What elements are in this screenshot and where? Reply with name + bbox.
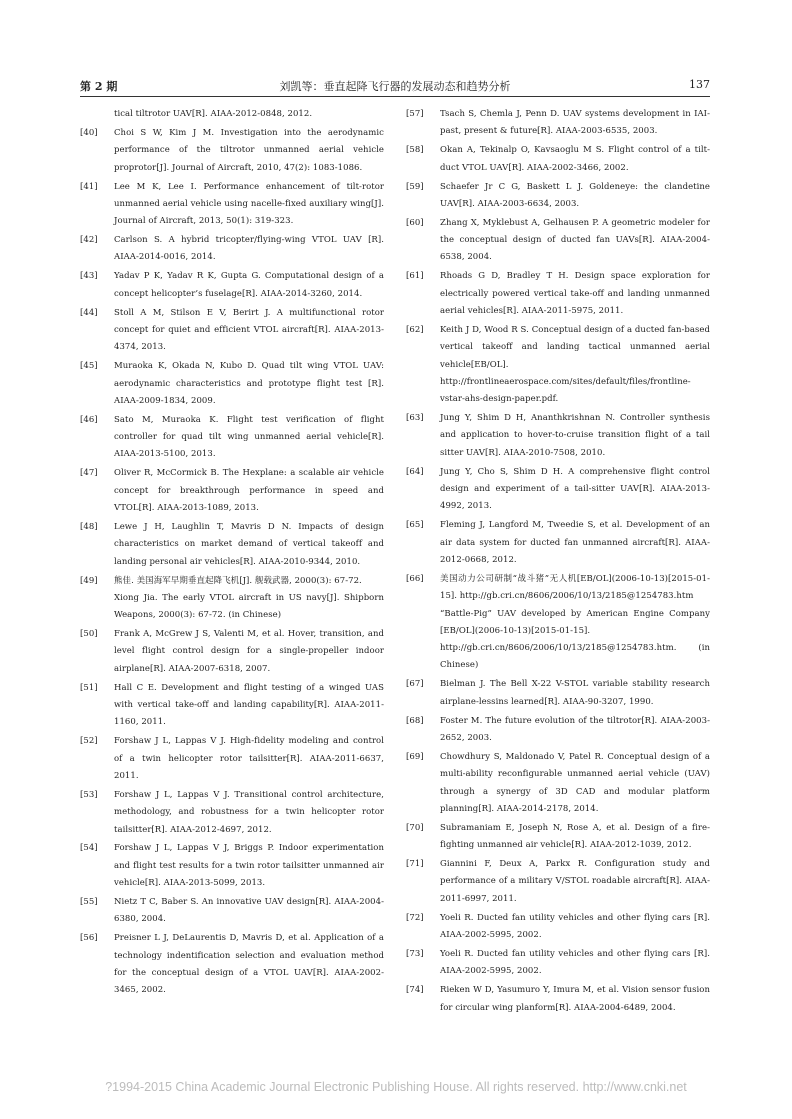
reference-number: [57] [406, 109, 424, 119]
reference-text: Subramaniam E, Joseph N, Rose A, et al. Design of a fire-fighting unmanned air vehicle[R]. AIAA-2012-1039, 2012. [440, 822, 710, 851]
reference-text: Fleming J, Langford M, Tweedie S, et al. Development of an air data system for ducted fan unmanned aircraft[R]. AIAA-2012-0668, 2012. [440, 520, 710, 565]
reference-item [80, 179, 384, 231]
reference-text: Yadav P K, Yadav R K, Gupta G. Computational design of a concept helicopter’s fuselage[R]. AIAA-2014-3260, 2014. [114, 271, 384, 299]
reference-item [406, 517, 710, 569]
reference-number: [64] [406, 466, 424, 477]
reference-item [80, 305, 384, 357]
reference-text: Schaefer Jr C G, Baskett L J. Goldeneye: the clandetine UAV[R]. AIAA-2003-6634, 2003. [440, 181, 710, 209]
reference-number: [53] [80, 789, 98, 800]
reference-text: Foster M. The future evolution of the tiltrotor[R]. AIAA-2003-2652, 2003. [440, 715, 710, 743]
reference-number: [41] [80, 181, 98, 192]
reference-item [406, 142, 710, 177]
reference-item [80, 519, 384, 571]
reference-item [80, 590, 384, 625]
reference-item [406, 749, 710, 818]
reference-text: Rieken W D, Yasumuro Y, Imura M, et al. Vision sensor fusion for circular wing planform[R]. AIAA-2004-6489, 2004. [440, 985, 710, 1013]
reference-item [406, 946, 710, 981]
reference-number: [69] [406, 751, 424, 762]
reference-item [406, 179, 710, 214]
reference-item [80, 680, 384, 732]
reference-item [406, 322, 710, 408]
issue-label: 第 2 期 [80, 80, 118, 93]
reference-text: Rhoads G D, Bradley T H. Design space exploration for electrically powered vertical take-off and landing unmanned aerial vehicles[R]. AIAA-2011-5975, 2011. [440, 271, 710, 317]
reference-number: [63] [406, 413, 424, 424]
reference-number: [71] [406, 859, 424, 870]
reference-item [406, 464, 710, 516]
reference-number: [46] [80, 414, 98, 425]
reference-item [406, 982, 710, 1017]
reference-number: [59] [406, 181, 424, 192]
reference-number: [50] [80, 629, 98, 640]
reference-number: [60] [406, 217, 424, 228]
reference-text: Tsach S, Chemla J, Penn D. UAV systems development in IAI-past, present & future[R]. AIAA-2003-6535, 2003. [440, 109, 710, 137]
reference-item [80, 106, 384, 123]
reference-number: [73] [406, 948, 424, 959]
reference-number: [42] [80, 235, 98, 246]
reference-number: [52] [80, 736, 98, 747]
reference-number: [67] [406, 679, 424, 690]
reference-text: Carlson S. A hybrid tricopter/flying-wing VTOL UAV [R]. AIAA-2014-0016, 2014. [114, 235, 384, 263]
reference-item [406, 856, 710, 908]
reference-number: [45] [80, 361, 98, 372]
page-number: 137 [689, 78, 710, 91]
reference-number: [74] [406, 985, 424, 996]
reference-text: “Battle-Pig” UAV developed by American Engine Company [EB/OL](2006-10-13)[2015-01-15]. http://gb.cri.cn/8606/2006/10/13/2185@1254783.htm. (in Chinese) [440, 608, 710, 671]
reference-item [80, 733, 384, 785]
reference-number: [51] [80, 682, 98, 693]
reference-text: 美国动力公司研制“战斗猪”无人机[EB/OL](2006-10-13)[2015-01-15]. http://gb.cri.cn/8606/2006/10/13/2185@1254783.htm [440, 573, 710, 602]
reference-number: [58] [406, 145, 424, 156]
reference-text: Forshaw J L, Lappas V J. High-fidelity modeling and control of a twin helicopter rotor tailsitter[R]. AIAA-2011-6637, 2011. [114, 736, 384, 781]
reference-text: Bielman J. The Bell X-22 V-STOL variable stability research airplane-lessins learned[R]. AIAA-90-3207, 1990. [440, 679, 710, 707]
reference-number: [68] [406, 715, 424, 726]
reference-number: [62] [406, 325, 424, 335]
reference-item [80, 358, 384, 410]
reference-number: [43] [80, 271, 98, 282]
copyright-footer: ?1994-2015 China Academic Journal Electronic Publishing House. All rights reserved. http://www.cnki.net [105, 1080, 687, 1094]
reference-text: Oliver R, McCormick B. The Hexplane: a scalable air vehicle concept for breakthrough performance in speed and VTOL[R]. AIAA-2013-1089, 2013. [114, 468, 384, 514]
reference-item [406, 910, 710, 945]
reference-item [80, 930, 384, 999]
reference-item [80, 125, 384, 177]
reference-number: [54] [80, 843, 98, 854]
reference-column-right [406, 106, 710, 1017]
reference-number: [40] [80, 127, 98, 138]
reference-text: Forshaw J L, Lappas V J, Briggs P. Indoor experimentation and flight test results for a twin rotor tailsitter unmanned air vehicle[R]. AIAA-2013-5099, 2013. [114, 843, 384, 889]
reference-number: [70] [406, 822, 424, 833]
header-rule [80, 96, 710, 97]
reference-item [80, 787, 384, 839]
reference-number: [44] [80, 307, 98, 318]
reference-number: [61] [406, 271, 424, 282]
reference-item [406, 820, 710, 855]
reference-text: 熊佳. 美国海军早期垂直起降飞机[J]. 舰载武器, 2000(3): 67-72. [114, 575, 362, 586]
reference-column-left [80, 106, 384, 1000]
reference-text: Sato M, Muraoka K. Flight test verification of flight controller for quad tilt wing unmanned aerial vehicle[R]. AIAA-2013-5100, 2013. [114, 414, 384, 460]
reference-item [80, 268, 384, 303]
reference-number: [66] [406, 573, 424, 584]
reference-text: Jung Y, Shim D H, Ananthkrishnan N. Controller synthesis and application to hover-to-cruise transition flight of a tail sitter UAV[R]. AIAA-2010-7508, 2010. [440, 413, 710, 458]
reference-number: [72] [406, 912, 424, 923]
reference-text: Yoeli R. Ducted fan utility vehicles and other flying cars [R]. AIAA-2002-5995, 2002. [440, 912, 710, 940]
reference-text: Jung Y, Cho S, Shim D H. A comprehensive flight control design and experiment of a tail-sitter UAV[R]. AIAA-2013-4992, 2013. [440, 466, 710, 512]
reference-text: Xiong Jia. The early VTOL aircraft in US navy[J]. Shipborn Weapons, 2000(3): 67-72. (in Chinese) [114, 592, 384, 621]
reference-text: Choi S W, Kim J M. Investigation into the aerodynamic performance of the tiltrotor unmanned aerial vehicle proprotor[J]. Journal of Aircraft, 2010, 47(2): 1083-1086. [114, 127, 384, 173]
reference-item [406, 571, 710, 606]
reference-text: Forshaw J L, Lappas V J. Transitional control architecture, methodology, and robustness for a twin helicopter rotor tailsitter[R]. AIAA-2012-4697, 2012. [114, 789, 384, 835]
reference-item [80, 232, 384, 267]
reference-text: Chowdhury S, Maldonado V, Patel R. Conceptual design of a multi-ability reconfigurable unmanned aerial vehicle (UAV) through a synergy of 3D CAD and modular platform planning[R]. AIAA-2014-2178, 2014. [440, 751, 710, 814]
reference-number: [49] [80, 575, 98, 586]
reference-text: Hall C E. Development and flight testing of a winged UAS with vertical take-off and landing capability[R]. AIAA-2011-1160, 2011. [114, 682, 384, 728]
reference-item [406, 676, 710, 711]
running-title: 刘凯等：垂直起降飞行器的发展动态和趋势分析 [279, 80, 511, 93]
reference-text: Okan A, Tekinalp O, Kavsaoglu M S. Flight control of a tilt-duct VTOL UAV[R]. AIAA-2002-3466, 2002. [440, 145, 710, 173]
reference-text: Lee M K, Lee I. Performance enhancement of tilt-rotor unmanned aerial vehicle using nacelle-fixed auxiliary wing[J]. Journal of Aircraft, 2013, 50(1): 319-323. [114, 181, 384, 227]
reference-text: Zhang X, Myklebust A, Gelhausen P. A geometric modeler for the conceptual design of ducted fan UAVs[R]. AIAA-2004-6538, 2004. [440, 217, 710, 263]
reference-text: Muraoka K, Okada N, Kubo D. Quad tilt wing VTOL UAV: aerodynamic characteristics and prototype flight test [R]. AIAA-2009-1834, 2009. [114, 361, 384, 406]
reference-text: tical tiltrotor UAV[R]. AIAA-2012-0848, 2012. [114, 109, 313, 119]
reference-text: Yoeli R. Ducted fan utility vehicles and other flying cars [R]. AIAA-2002-5995, 2002. [440, 948, 710, 977]
reference-item [80, 573, 384, 590]
reference-item [80, 465, 384, 517]
reference-item [80, 626, 384, 678]
page-header [80, 74, 710, 98]
reference-item [406, 713, 710, 748]
reference-text: Lewe J H, Laughlin T, Mavris D N. Impacts of design characteristics on market demand of vertical takeoff and landing personal air vehicles[R]. AIAA-2010-9344, 2010. [114, 522, 384, 567]
reference-number: [55] [80, 897, 98, 908]
reference-item [406, 606, 710, 675]
reference-item [80, 412, 384, 464]
reference-item [406, 410, 710, 462]
reference-item [80, 894, 384, 929]
reference-text: Nietz T C, Baber S. An innovative UAV design[R]. AIAA-2004-6380, 2004. [114, 897, 384, 925]
reference-text: Stoll A M, Stilson E V, Berirt J. A multifunctional rotor concept for quiet and efficient VTOL aircraft[R]. AIAA-2013-4374, 2013. [114, 307, 384, 353]
reference-text: Giannini F, Deux A, Parkx R. Configuration study and performance of a military V/STOL roadable aircraft[R]. AIAA-2011-6997, 2011. [440, 859, 710, 904]
reference-item [406, 268, 710, 320]
reference-number: [47] [80, 468, 98, 479]
reference-item [406, 106, 710, 141]
reference-text: Keith J D, Wood R S. Conceptual design of a ducted fan-based vertical takeoff and landing tactical unmanned aerial vehicle[EB/OL]. http://frontlineaerospace.com/sites/default/files/frontline-vstar-ahs-design-paper.pdf. [440, 325, 710, 405]
reference-number: [65] [406, 520, 424, 531]
reference-item [80, 840, 384, 892]
reference-number: [48] [80, 522, 98, 533]
reference-text: Frank A, McGrew J S, Valenti M, et al. Hover, transition, and level flight control design for a single-propeller indoor airplane[R]. AIAA-2007-6318, 2007. [114, 629, 384, 674]
reference-item [406, 215, 710, 267]
reference-text: Preisner L J, DeLaurentis D, Mavris D, et al. Application of a technology indentification selection and evaluation method for the conceptual design of a VTOL UAV[R]. AIAA-2002-3465, 2002. [114, 933, 384, 996]
reference-number: [56] [80, 933, 98, 944]
